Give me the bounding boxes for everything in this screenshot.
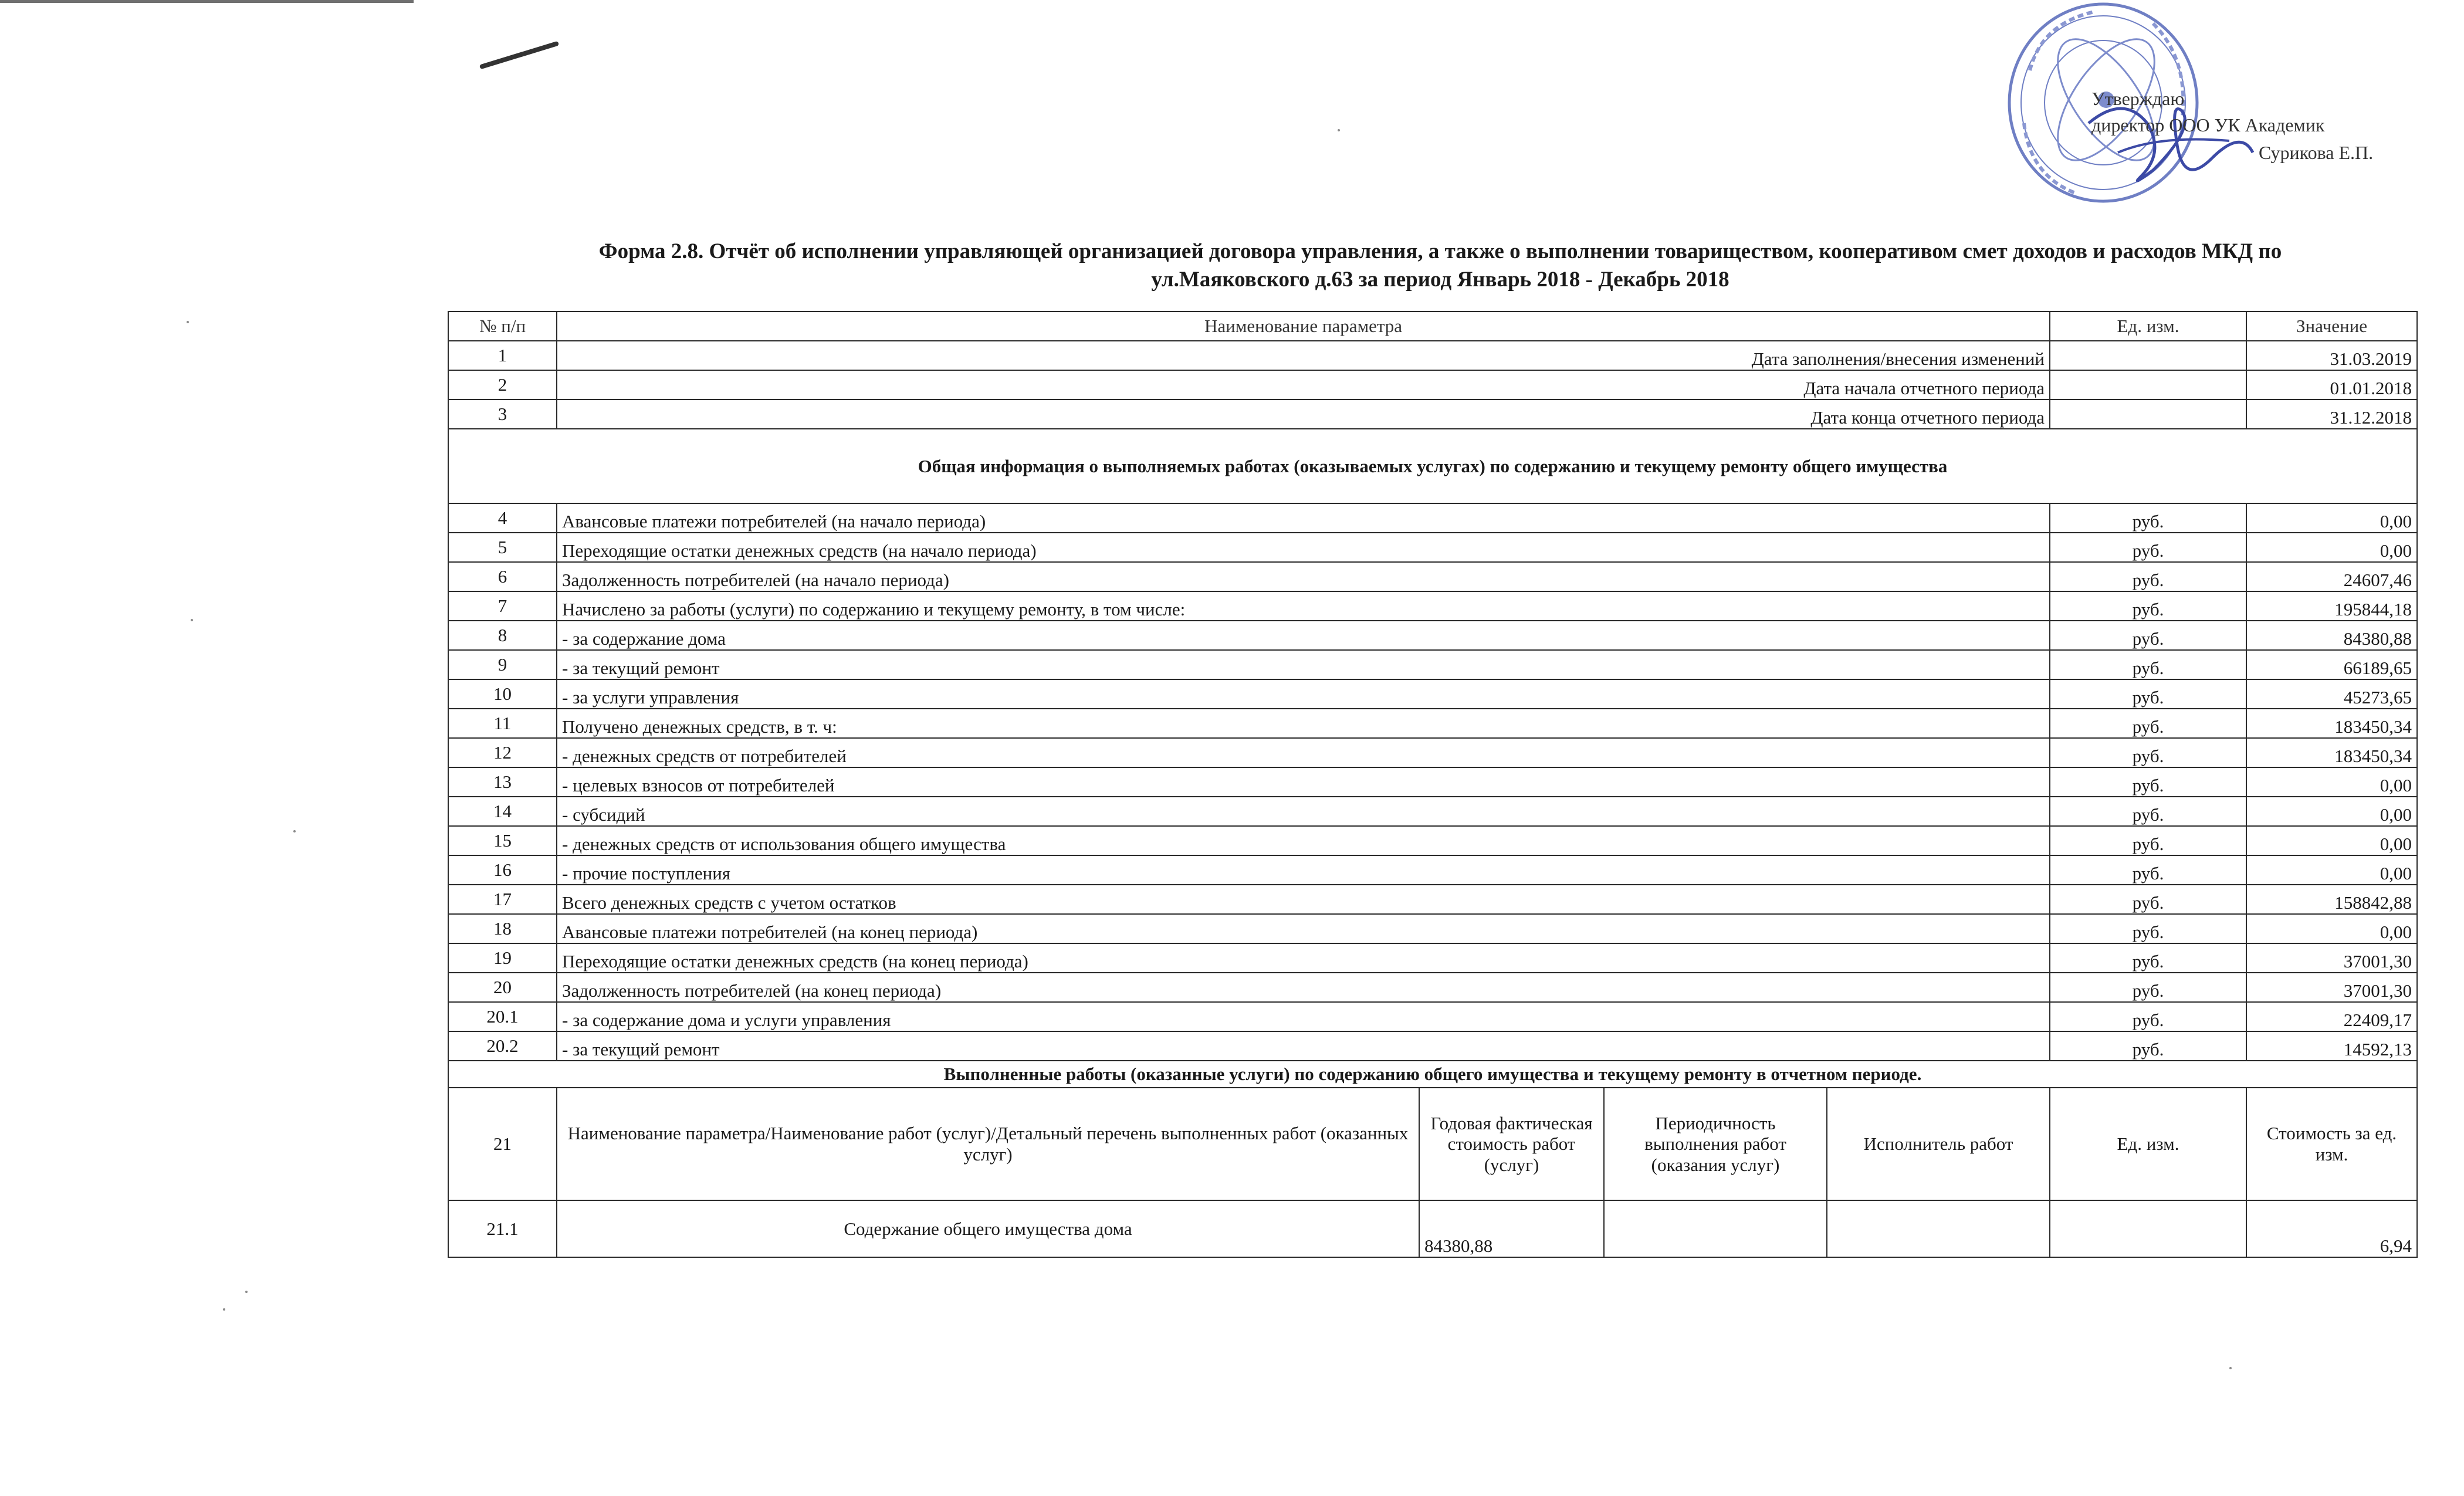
- section-heading-row: [448, 1061, 2417, 1088]
- approval-signatory: Сурикова Е.П.: [2259, 142, 2374, 163]
- works-num: 21.1: [448, 1200, 557, 1257]
- row-unit: руб.: [2050, 767, 2246, 797]
- row-unit: руб.: [2050, 621, 2246, 650]
- row-num: 20.2: [448, 1031, 557, 1061]
- row-unit: [2050, 400, 2246, 429]
- row-unit: руб.: [2050, 885, 2246, 914]
- row-num: 12: [448, 738, 557, 767]
- header-name: Наименование параметра: [557, 312, 2050, 341]
- table-row: [448, 503, 2417, 533]
- row-unit: руб.: [2050, 855, 2246, 885]
- row-unit: руб.: [2050, 533, 2246, 562]
- row-label: - целевых взносов от потребителей: [557, 767, 2050, 797]
- scan-speck: [245, 1291, 248, 1293]
- row-label: - прочие поступления: [557, 855, 2050, 885]
- row-unit: руб.: [2050, 973, 2246, 1002]
- row-unit: руб.: [2050, 709, 2246, 738]
- scan-speck: [187, 321, 189, 323]
- row-label: Задолженность потребителей (на конец периода): [557, 973, 2050, 1002]
- works-executor: [1827, 1200, 2050, 1257]
- row-num: 11: [448, 709, 557, 738]
- row-unit: руб.: [2050, 1002, 2246, 1031]
- row-num: 3: [448, 400, 557, 429]
- header-unit: Ед. изм.: [2050, 312, 2246, 341]
- row-num: 10: [448, 679, 557, 709]
- works-header-name: Наименование параметра/Наименование работ (услуг)/Детальный перечень выполненных работ (оказанных услуг): [557, 1088, 1419, 1200]
- row-label: - субсидий: [557, 797, 2050, 826]
- table-row: [448, 1002, 2417, 1031]
- row-label: Переходящие остатки денежных средств (на конец периода): [557, 943, 2050, 973]
- report-table: [448, 311, 2418, 1258]
- row-value: 37001,30: [2246, 973, 2417, 1002]
- row-unit: руб.: [2050, 797, 2246, 826]
- row-label: Переходящие остатки денежных средств (на начало периода): [557, 533, 2050, 562]
- scan-speck: [191, 619, 193, 621]
- row-unit: [2050, 370, 2246, 400]
- row-value: 37001,30: [2246, 943, 2417, 973]
- table-row: [448, 914, 2417, 943]
- scan-speck: [1338, 129, 1340, 131]
- row-label: Получено денежных средств, в т. ч:: [557, 709, 2050, 738]
- row-value: 31.03.2019: [2246, 341, 2417, 370]
- row-value: 0,00: [2246, 533, 2417, 562]
- row-num: 4: [448, 503, 557, 533]
- scan-speck: [2229, 1367, 2232, 1369]
- row-num: 2: [448, 370, 557, 400]
- row-value: 66189,65: [2246, 650, 2417, 679]
- table-row: [448, 1031, 2417, 1061]
- row-num: 8: [448, 621, 557, 650]
- table-row: [448, 591, 2417, 621]
- row-label: Авансовые платежи потребителей (на конец периода): [557, 914, 2050, 943]
- form-title-line2: ул.Маяковского д.63 за период Январь 2018 - Декабрь 2018: [1151, 268, 1729, 292]
- works-annual-cost: 84380,88: [1419, 1200, 1604, 1257]
- works-name: Содержание общего имущества дома: [557, 1200, 1419, 1257]
- works-row: [448, 1200, 2417, 1257]
- date-row: [448, 400, 2417, 429]
- row-value: 31.12.2018: [2246, 400, 2417, 429]
- works-unit: [2050, 1200, 2246, 1257]
- row-num: 19: [448, 943, 557, 973]
- row-value: 0,00: [2246, 914, 2417, 943]
- row-label: - денежных средств от использования общего имущества: [557, 826, 2050, 855]
- row-num: 16: [448, 855, 557, 885]
- table-row: [448, 767, 2417, 797]
- row-value: 84380,88: [2246, 621, 2417, 650]
- scan-speck: [223, 1308, 225, 1311]
- table-row: [448, 855, 2417, 885]
- pen-stroke-mark: [479, 41, 559, 70]
- row-label: - за содержание дома и услуги управления: [557, 1002, 2050, 1031]
- works-unit-cost: 6,94: [2246, 1200, 2417, 1257]
- approval-block: [2036, 0, 2446, 223]
- row-num: 6: [448, 562, 557, 591]
- row-num: 20.1: [448, 1002, 557, 1031]
- row-value: 22409,17: [2246, 1002, 2417, 1031]
- approval-position: директор ООО УК Академик: [2091, 114, 2325, 136]
- row-label: Задолженность потребителей (на начало периода): [557, 562, 2050, 591]
- works-header-row: [448, 1088, 2417, 1200]
- row-label: Дата конца отчетного периода: [557, 400, 2050, 429]
- table-row: [448, 679, 2417, 709]
- row-num: 20: [448, 973, 557, 1002]
- form-title: [458, 238, 2423, 294]
- table-row: [448, 826, 2417, 855]
- row-num: 15: [448, 826, 557, 855]
- table-row: [448, 885, 2417, 914]
- row-value: 24607,46: [2246, 562, 2417, 591]
- row-value: 14592,13: [2246, 1031, 2417, 1061]
- date-row: [448, 370, 2417, 400]
- row-value: 183450,34: [2246, 738, 2417, 767]
- header-num: № п/п: [448, 312, 557, 341]
- row-unit: руб.: [2050, 1031, 2246, 1061]
- works-header-unit: Ед. изм.: [2050, 1088, 2246, 1200]
- row-label: - денежных средств от потребителей: [557, 738, 2050, 767]
- row-unit: руб.: [2050, 738, 2246, 767]
- row-value: 0,00: [2246, 503, 2417, 533]
- row-value: 0,00: [2246, 855, 2417, 885]
- row-label: Авансовые платежи потребителей (на начало периода): [557, 503, 2050, 533]
- row-label: Начислено за работы (услуги) по содержанию и текущему ремонту, в том числе:: [557, 591, 2050, 621]
- row-value: 0,00: [2246, 767, 2417, 797]
- section-general-info: Общая информация о выполняемых работах (оказываемых услугах) по содержанию и текущему ремонту общего имущества: [448, 429, 2417, 503]
- table-row: [448, 562, 2417, 591]
- table-row: [448, 650, 2417, 679]
- row-label: Дата начала отчетного периода: [557, 370, 2050, 400]
- row-num: 1: [448, 341, 557, 370]
- table-row: [448, 738, 2417, 767]
- works-header-num: 21: [448, 1088, 557, 1200]
- header-value: Значение: [2246, 312, 2417, 341]
- row-unit: руб.: [2050, 591, 2246, 621]
- works-header-periodicity: Периодичность выполнения работ (оказания услуг): [1604, 1088, 1827, 1200]
- row-value: 0,00: [2246, 826, 2417, 855]
- table-row: [448, 973, 2417, 1002]
- row-num: 17: [448, 885, 557, 914]
- row-num: 9: [448, 650, 557, 679]
- date-row: [448, 341, 2417, 370]
- table-row: [448, 621, 2417, 650]
- row-label: - за текущий ремонт: [557, 650, 2050, 679]
- section-heading-row: [448, 429, 2417, 503]
- row-label: Дата заполнения/внесения изменений: [557, 341, 2050, 370]
- row-label: Всего денежных средств с учетом остатков: [557, 885, 2050, 914]
- table-row: [448, 797, 2417, 826]
- row-label: - за текущий ремонт: [557, 1031, 2050, 1061]
- scan-edge-artifact: [0, 0, 414, 3]
- section-works-heading: Выполненные работы (оказанные услуги) по содержанию общего имущества и текущему ремонту в отчетном периоде.: [448, 1061, 2417, 1088]
- row-value: 195844,18: [2246, 591, 2417, 621]
- row-unit: руб.: [2050, 826, 2246, 855]
- works-header-unit-cost: Стоимость за ед. изм.: [2246, 1088, 2417, 1200]
- row-num: 5: [448, 533, 557, 562]
- row-unit: [2050, 341, 2246, 370]
- row-label: - за содержание дома: [557, 621, 2050, 650]
- approval-heading: Утверждаю: [2091, 88, 2185, 109]
- table-row: [448, 943, 2417, 973]
- form-title-line1: Форма 2.8. Отчёт об исполнении управляющей организацией договора управления, а также о выполнении товариществом, кооперативом смет доходов и расходов МКД по: [598, 239, 2282, 263]
- row-value: 45273,65: [2246, 679, 2417, 709]
- row-unit: руб.: [2050, 679, 2246, 709]
- row-value: 183450,34: [2246, 709, 2417, 738]
- works-periodicity: [1604, 1200, 1827, 1257]
- table-header-row: [448, 312, 2417, 341]
- row-value: 158842,88: [2246, 885, 2417, 914]
- row-unit: руб.: [2050, 503, 2246, 533]
- row-unit: руб.: [2050, 914, 2246, 943]
- row-unit: руб.: [2050, 650, 2246, 679]
- row-unit: руб.: [2050, 943, 2246, 973]
- table-row: [448, 709, 2417, 738]
- row-num: 7: [448, 591, 557, 621]
- row-num: 18: [448, 914, 557, 943]
- row-value: 0,00: [2246, 797, 2417, 826]
- row-num: 13: [448, 767, 557, 797]
- works-header-executor: Исполнитель работ: [1827, 1088, 2050, 1200]
- row-unit: руб.: [2050, 562, 2246, 591]
- works-header-annual-cost: Годовая фактическая стоимость работ (услуг): [1419, 1088, 1604, 1200]
- row-label: - за услуги управления: [557, 679, 2050, 709]
- row-num: 14: [448, 797, 557, 826]
- scan-speck: [293, 830, 296, 832]
- table-row: [448, 533, 2417, 562]
- row-value: 01.01.2018: [2246, 370, 2417, 400]
